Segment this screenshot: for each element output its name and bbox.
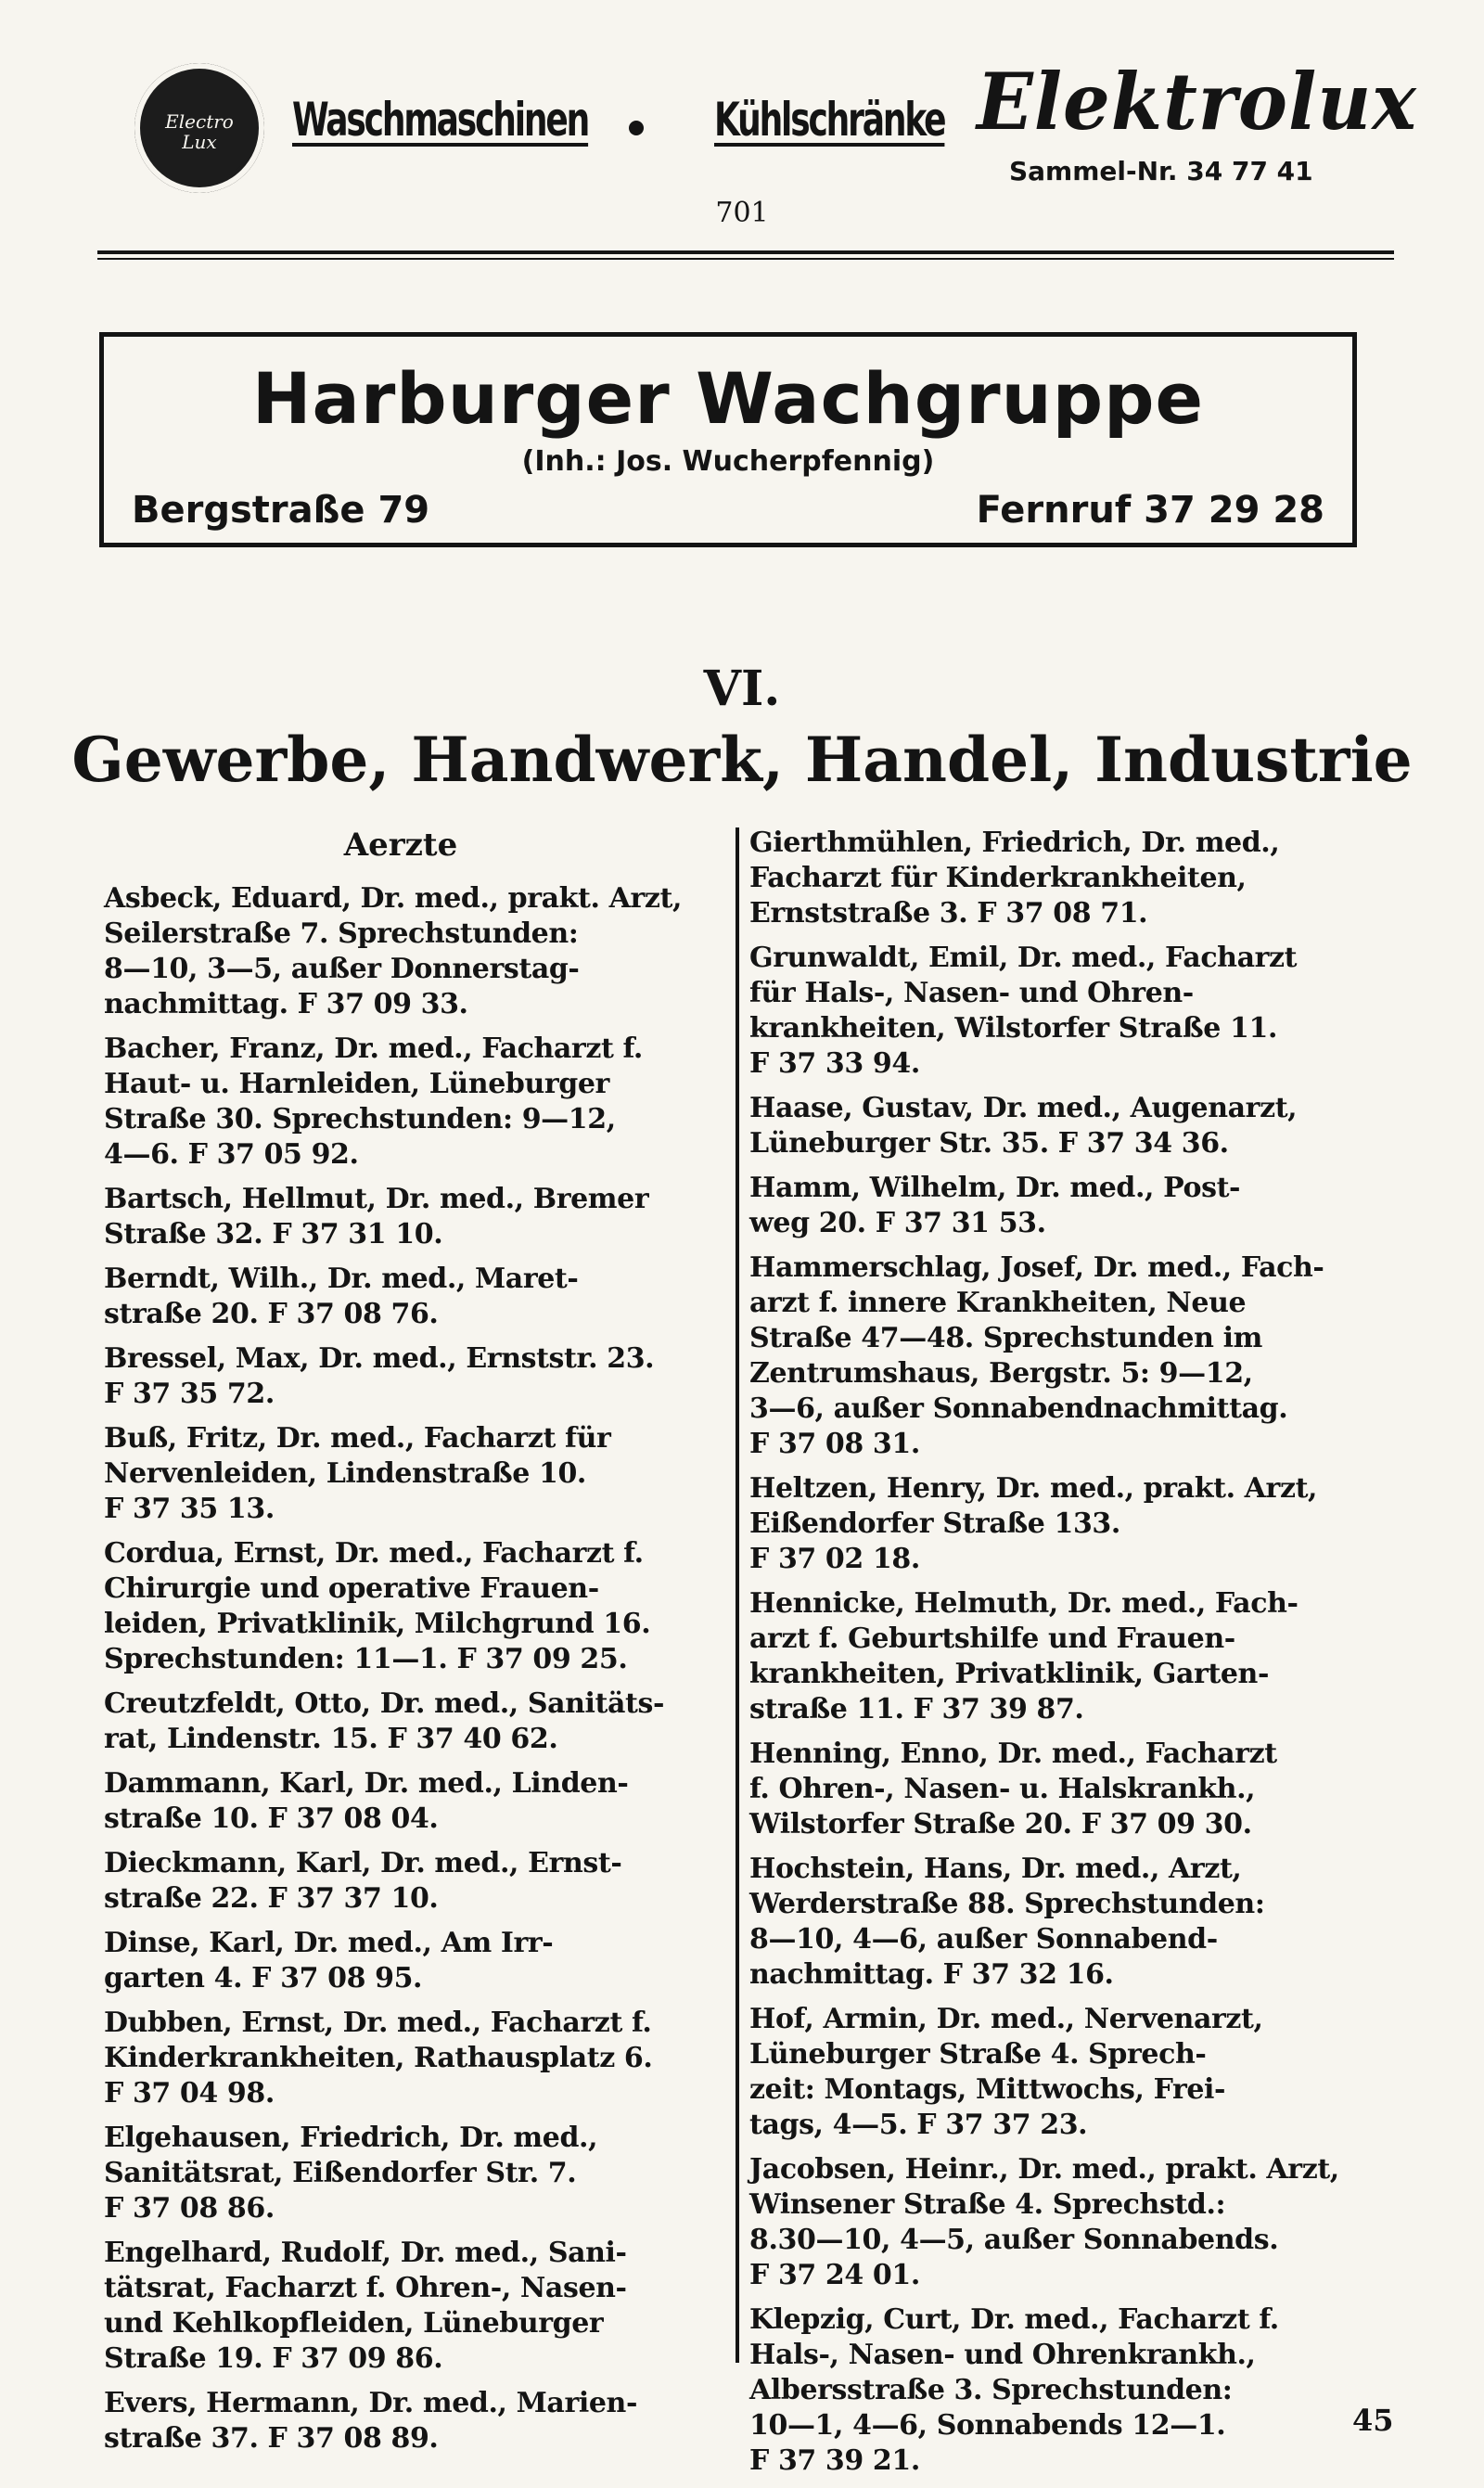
list-item: Heltzen, Henry, Dr. med., prakt. Arzt, Eißendorfer Straße 133. F 37 02 18.: [749, 1472, 1318, 1575]
advertisement-box: [99, 332, 1357, 547]
list-item: Bartsch, Hellmut, Dr. med., Bremer Straße 32. F 37 31 10.: [104, 1183, 649, 1250]
collective-number: Sammel-Nr. 34 77 41: [1009, 156, 1313, 186]
ad-owner: (Inh.: Jos. Wucherpfennig): [521, 445, 935, 478]
ad-phone: Fernruf 37 29 28: [976, 489, 1324, 532]
brand-name: Elektrolux: [977, 56, 1417, 147]
list-item: Klepzig, Curt, Dr. med., Facharzt f. Hals-, Nasen- und Ohrenkrankh., Albersstraße 3. Sprechstunden: 10—1, 4—6, Sonnabends 12—1. F 37 39 21.: [749, 2303, 1279, 2477]
list-item: Gierthmühlen, Friedrich, Dr. med., Facharzt für Kinderkrankheiten, Ernststraße 3. F 37 08 71.: [749, 827, 1280, 930]
list-item: Hochstein, Hans, Dr. med., Arzt, Werderstraße 88. Sprechstunden: 8—10, 4—6, außer Sonnabend- nachmittag. F 37 32 16.: [749, 1853, 1265, 1991]
list-item: Dubben, Ernst, Dr. med., Facharzt f. Kinderkrankheiten, Rathausplatz 6. F 37 04 98.: [104, 2007, 653, 2110]
section-number: VI.: [703, 660, 781, 717]
separator-dot-icon: [629, 121, 644, 135]
column-divider: [736, 827, 739, 2363]
list-item: Dieckmann, Karl, Dr. med., Ernst- straße 22. F 37 37 10.: [104, 1847, 622, 1915]
section-title: Gewerbe, Handwerk, Handel, Industrie: [71, 724, 1413, 796]
list-item: Evers, Hermann, Dr. med., Marien- straße 37. F 37 08 89.: [104, 2387, 637, 2455]
list-item: Cordua, Ernst, Dr. med., Facharzt f. Chirurgie und operative Frauen- leiden, Privatklinik, Milchgrund 16. Sprechstunden: 11—1. F 37 09 25.: [104, 1537, 651, 1675]
list-item: Engelhard, Rudolf, Dr. med., Sani- tätsrat, Facharzt f. Ohren-, Nasen- und Kehlkopfleiden, Lüneburger Straße 19. F 37 09 86.: [104, 2237, 627, 2375]
ad-title: Harburger Wachgruppe: [251, 357, 1205, 440]
electrolux-logo-icon: [134, 63, 264, 193]
list-item: Asbeck, Eduard, Dr. med., prakt. Arzt, Seilerstraße 7. Sprechstunden: 8—10, 3—5, außer Donnerstag- nachmittag. F 37 09 33.: [104, 882, 683, 1020]
list-item: Bacher, Franz, Dr. med., Facharzt f. Haut- u. Harnleiden, Lüneburger Straße 30. Sprechstunden: 9—12, 4—6. F 37 05 92.: [104, 1032, 643, 1171]
list-item: Bressel, Max, Dr. med., Ernststr. 23. F 37 35 72.: [104, 1342, 655, 1410]
page-number-bottom: 45: [1352, 2403, 1394, 2438]
list-item: Dammann, Karl, Dr. med., Linden- straße 10. F 37 08 04.: [104, 1767, 629, 1835]
list-item: Creutzfeldt, Otto, Dr. med., Sanitäts- rat, Lindenstr. 15. F 37 40 62.: [104, 1687, 665, 1755]
header-advertisement: [97, 56, 1417, 195]
list-item: Hammerschlag, Josef, Dr. med., Fach- arzt f. innere Krankheiten, Neue Straße 47—48. Sprechstunden im Zentrumshaus, Bergstr. 5: 9—12, 3—6, außer Sonnabendnachmittag. F 37 08 31.: [749, 1251, 1324, 1460]
page-number-top: 701: [715, 197, 769, 229]
list-item: Hennicke, Helmuth, Dr. med., Fach- arzt f. Geburtshilfe und Frauen- krankheiten, Privatklinik, Garten- straße 11. F 37 39 87.: [749, 1587, 1298, 1725]
header-rule-thin: [97, 258, 1394, 260]
list-item: Grunwaldt, Emil, Dr. med., Facharzt für Hals-, Nasen- und Ohren- krankheiten, Wilstorfer Straße 11. F 37 33 94.: [749, 942, 1298, 1080]
list-item: Hof, Armin, Dr. med., Nervenarzt, Lüneburger Straße 4. Sprech- zeit: Montags, Mittwochs, Frei- tags, 4—5. F 37 37 23.: [749, 2003, 1263, 2141]
list-item: Dinse, Karl, Dr. med., Am Irr- garten 4. F 37 08 95.: [104, 1927, 554, 1994]
ad-word-refrigerators: Kühlschränke: [714, 93, 945, 147]
list-item: Buß, Fritz, Dr. med., Facharzt für Nervenleiden, Lindenstraße 10. F 37 35 13.: [104, 1422, 611, 1525]
column-heading: Aerzte: [343, 827, 458, 864]
right-column: [749, 826, 1389, 2488]
list-item: Jacobsen, Heinr., Dr. med., prakt. Arzt, Winsener Straße 4. Sprechstd.: 8.30—10, 4—5, außer Sonnabends. F 37 24 01.: [749, 2153, 1339, 2291]
header-rule-thick: [97, 250, 1394, 254]
logo-text: Electro Lux: [165, 110, 234, 153]
ad-address: Bergstraße 79: [132, 489, 430, 532]
list-item: Elgehausen, Friedrich, Dr. med., Sanitätsrat, Eißendorfer Str. 7. F 37 08 86.: [104, 2122, 598, 2225]
left-column: [104, 826, 725, 2466]
list-item: Hamm, Wilhelm, Dr. med., Post- weg 20. F 37 31 53.: [749, 1172, 1241, 1239]
list-item: Berndt, Wilh., Dr. med., Maret- straße 20. F 37 08 76.: [104, 1263, 579, 1330]
ad-word-washing-machines: Waschmaschinen: [292, 93, 589, 147]
list-item: Haase, Gustav, Dr. med., Augenarzt, Lüneburger Str. 35. F 37 34 36.: [749, 1092, 1298, 1160]
list-item: Henning, Enno, Dr. med., Facharzt f. Ohren-, Nasen- u. Halskrankh., Wilstorfer Straße 20. F 37 09 30.: [749, 1738, 1277, 1840]
